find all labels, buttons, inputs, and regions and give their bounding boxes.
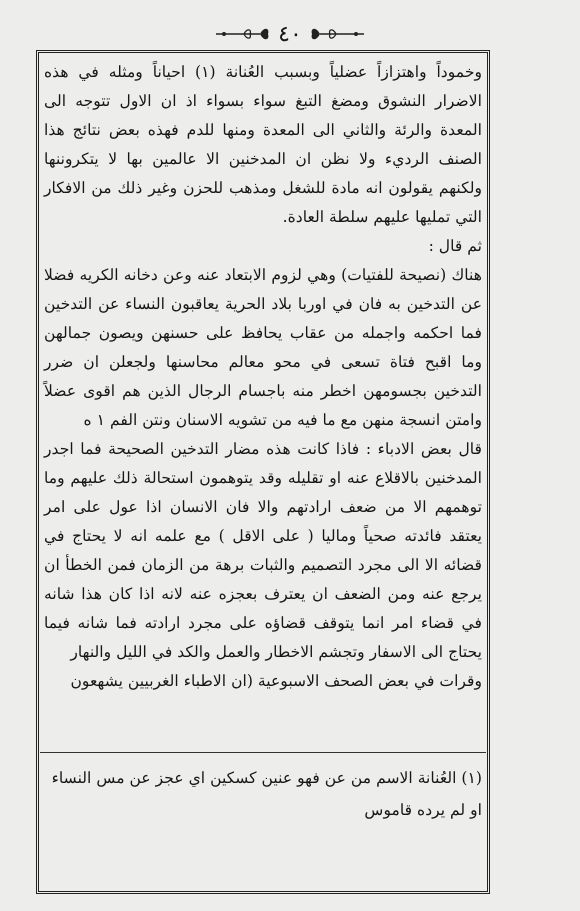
- paragraph: قال بعض الادباء : فاذا كانت هذه مضار التدخين الصحيحة فما اجدر المدخنين بالاقلاع عنه او تقليله وقد يتوهمون استحالة ذلك عليهم وما توهمهم الا من ضعف ارادتهم والا فان الانسان اذا عول على امر يعتقد فائدته صحياً وماليا ( على الاقل ) مع علمه انه لا يحتاج في قضائه الا الى مجرد التصميم والثبات برهة من الزمان فمن الخطأ ان يرجع عنه ومن الضعف ان يعترف بعجزه عنه لانه اذا كان هذا شانه في قضاء امر انما يتوقف قضاؤه على مجرد ارادته فما شانه فيما يحتاج الى الاسفار وتجشم الاخطار والعمل والكد في الليل والنهار: [44, 440, 482, 661]
- paragraph: هناك (نصيحة للفتيات) وهي لزوم الابتعاد عنه وعن دخانه الكريه فضلا عن التدخين به فان في اوربا بلاد الحرية يعاقبون النساء عن التدخين فما احكمه واجمله من عقاب يحافظ على حسنهن ويصون جمالهن وما اقبح فتاة تسعى في محو معالم محاسنها ولجعلن ان ضرر التدخين بجسومهن اخطر منه باجسام الرجال الذين هم اقوى عضلاً وامتن انسجة منهن مع ما فيه من تشويه الاسنان ونتن الفم ١ ه: [44, 266, 482, 429]
- footnote-line: (١) العُنانة الاسم من عن فهو عنين كسكين اي عجز عن مس النساء: [51, 769, 482, 787]
- footnote: [44, 762, 482, 826]
- paragraph: ثم قال :: [428, 237, 482, 255]
- page-number: ٤٠: [278, 21, 302, 47]
- left-ornament-icon: [214, 23, 270, 45]
- footnote-line: او لم يرده قاموس: [364, 801, 482, 819]
- footnote-divider: [40, 752, 486, 753]
- main-text: [44, 58, 482, 696]
- right-ornament-icon: [310, 23, 366, 45]
- page-header: [0, 14, 580, 54]
- paragraph: وقرات في بعض الصحف الاسبوعية (ان الاطباء الغربيين يشهعون: [70, 672, 482, 690]
- paragraph: وخموداً واهتزازاً عضلياً وبسبب العُنانة (١) احياناً ومثله في هذه الاضرار النشوق ومضغ التبغ سواء بسواء اذ ان الاول تتوجه الى المعدة والرئة والثاني الى المعدة ومنها للدم فهذه بعض نتائج هذا الصنف الرديء ولا نظن ان المدخنين الا عالمين بها لا يتكروننها ولكنهم يقولون انه مادة للشغل ومذهب للحزن وغير ذلك من الافكار التي تمليها عليهم سلطة العادة.: [44, 63, 482, 226]
